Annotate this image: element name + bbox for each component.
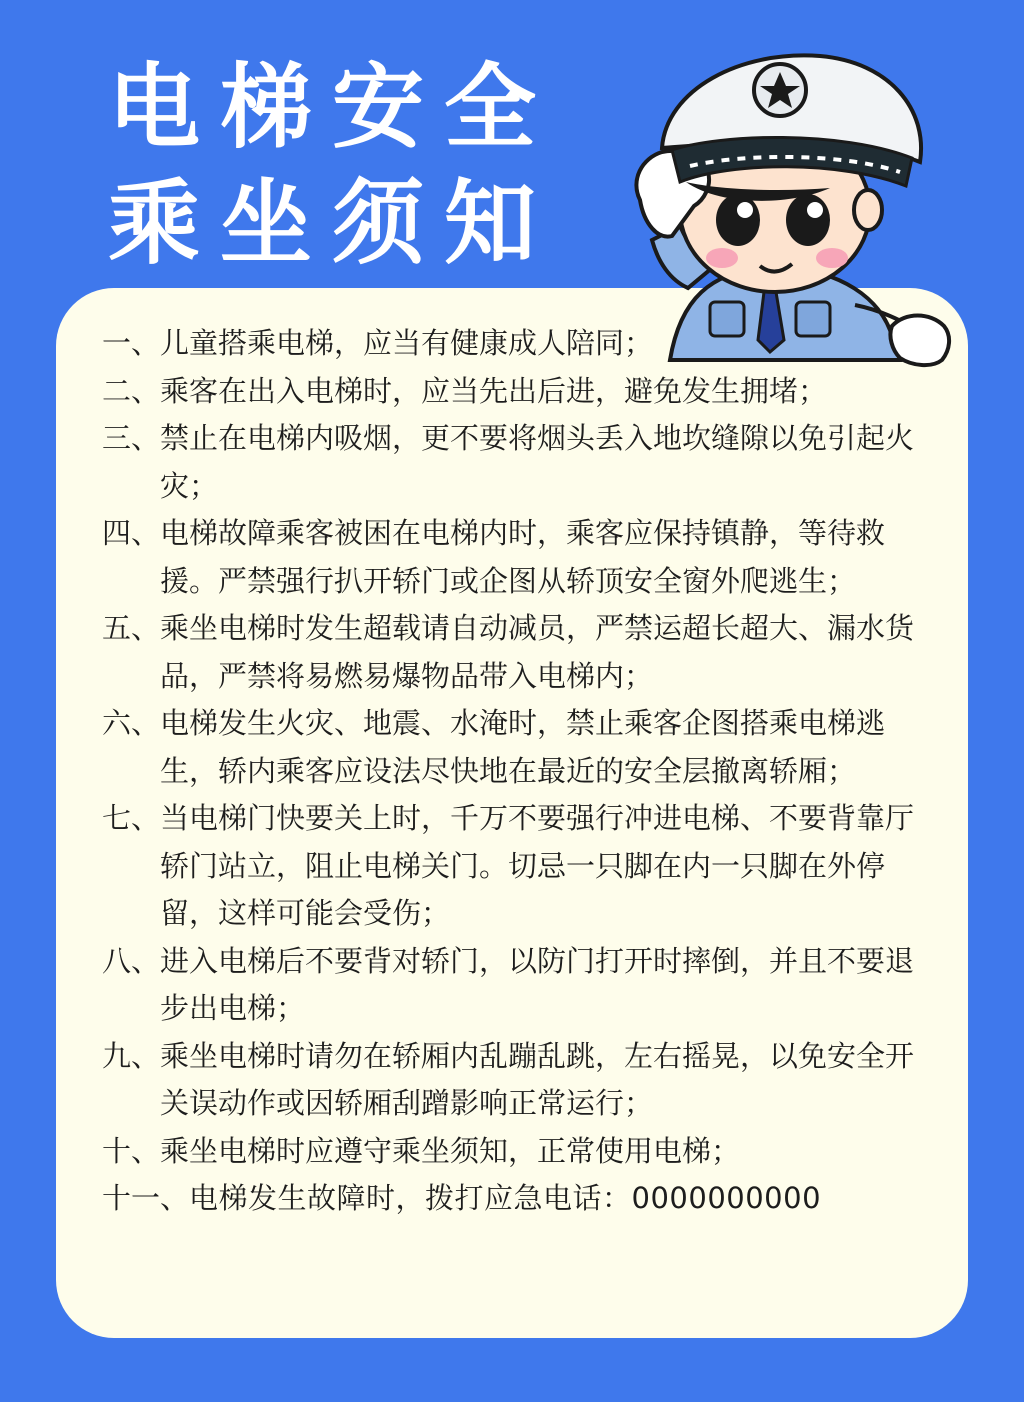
rule-item [102, 795, 932, 938]
rule-number: 九、 [102, 1038, 161, 1073]
rule-number: 七、 [102, 801, 161, 835]
rule-item [102, 938, 932, 1033]
rule-item [102, 700, 932, 795]
emergency-phone-text: 电梯发生故障时，拨打应急电话：0000000000 [189, 1181, 822, 1215]
page-title [108, 50, 668, 282]
rule-text: 禁止在电梯内吸烟，更不要将烟头丢入地坎缝隙以免引起火灾； [160, 421, 915, 503]
rule-text: 乘坐电梯时请勿在轿厢内乱蹦乱跳，左右摇晃，以免安全开关误动作或因轿厢刮蹭影响正常运行； [160, 1038, 915, 1120]
rule-number: 六、 [102, 706, 161, 740]
rule-item [102, 510, 932, 605]
title-line-1: 电梯安全 [108, 54, 557, 161]
rule-item [102, 415, 932, 510]
rule-item [102, 605, 932, 700]
rule-item [102, 1033, 932, 1128]
rule-number: 一、 [102, 326, 161, 360]
rule-text: 当电梯门快要关上时，千万不要强行冲进电梯、不要背靠厅轿门站立，阻止电梯关门。切忌一只脚在内一只脚在外停留，这样可能会受伤； [160, 801, 915, 930]
rule-item [102, 1128, 932, 1176]
rule-text: 电梯发生火灾、地震、水淹时，禁止乘客企图搭乘电梯逃生，轿内乘客应设法尽快地在最近的安全层撤离轿厢； [160, 706, 886, 788]
police-officer-saluting-icon [600, 30, 970, 380]
rule-text: 乘客在出入电梯时，应当先出后进，避免发生拥堵； [160, 373, 828, 408]
rule-text: 进入电梯后不要背对轿门，以防门打开时摔倒，并且不要退步出电梯； [160, 943, 915, 1025]
rule-text: 乘坐电梯时应遵守乘坐须知，正常使用电梯； [160, 1133, 741, 1168]
rule-item-emergency-phone [102, 1175, 932, 1223]
rule-number: 五、 [102, 611, 161, 645]
rule-text: 电梯故障乘客被困在电梯内时，乘客应保持镇静，等待救援。严禁强行扒开轿门或企图从轿顶安全窗外爬逃生； [160, 516, 886, 598]
rule-number: 二、 [102, 373, 161, 408]
rules-list [102, 320, 932, 1223]
rule-number: 八、 [102, 943, 161, 978]
title-line-2: 乘坐须知 [108, 170, 557, 277]
rule-text: 儿童搭乘电梯，应当有健康成人陪同； [160, 326, 654, 360]
rule-number: 四、 [102, 516, 161, 550]
rule-number: 三、 [102, 421, 161, 455]
rule-number: 十、 [102, 1133, 161, 1168]
rule-text: 乘坐电梯时发生超载请自动减员，严禁运超长超大、漏水货品，严禁将易燃易爆物品带入电梯内； [160, 611, 915, 693]
rule-number: 十一、 [102, 1181, 190, 1215]
